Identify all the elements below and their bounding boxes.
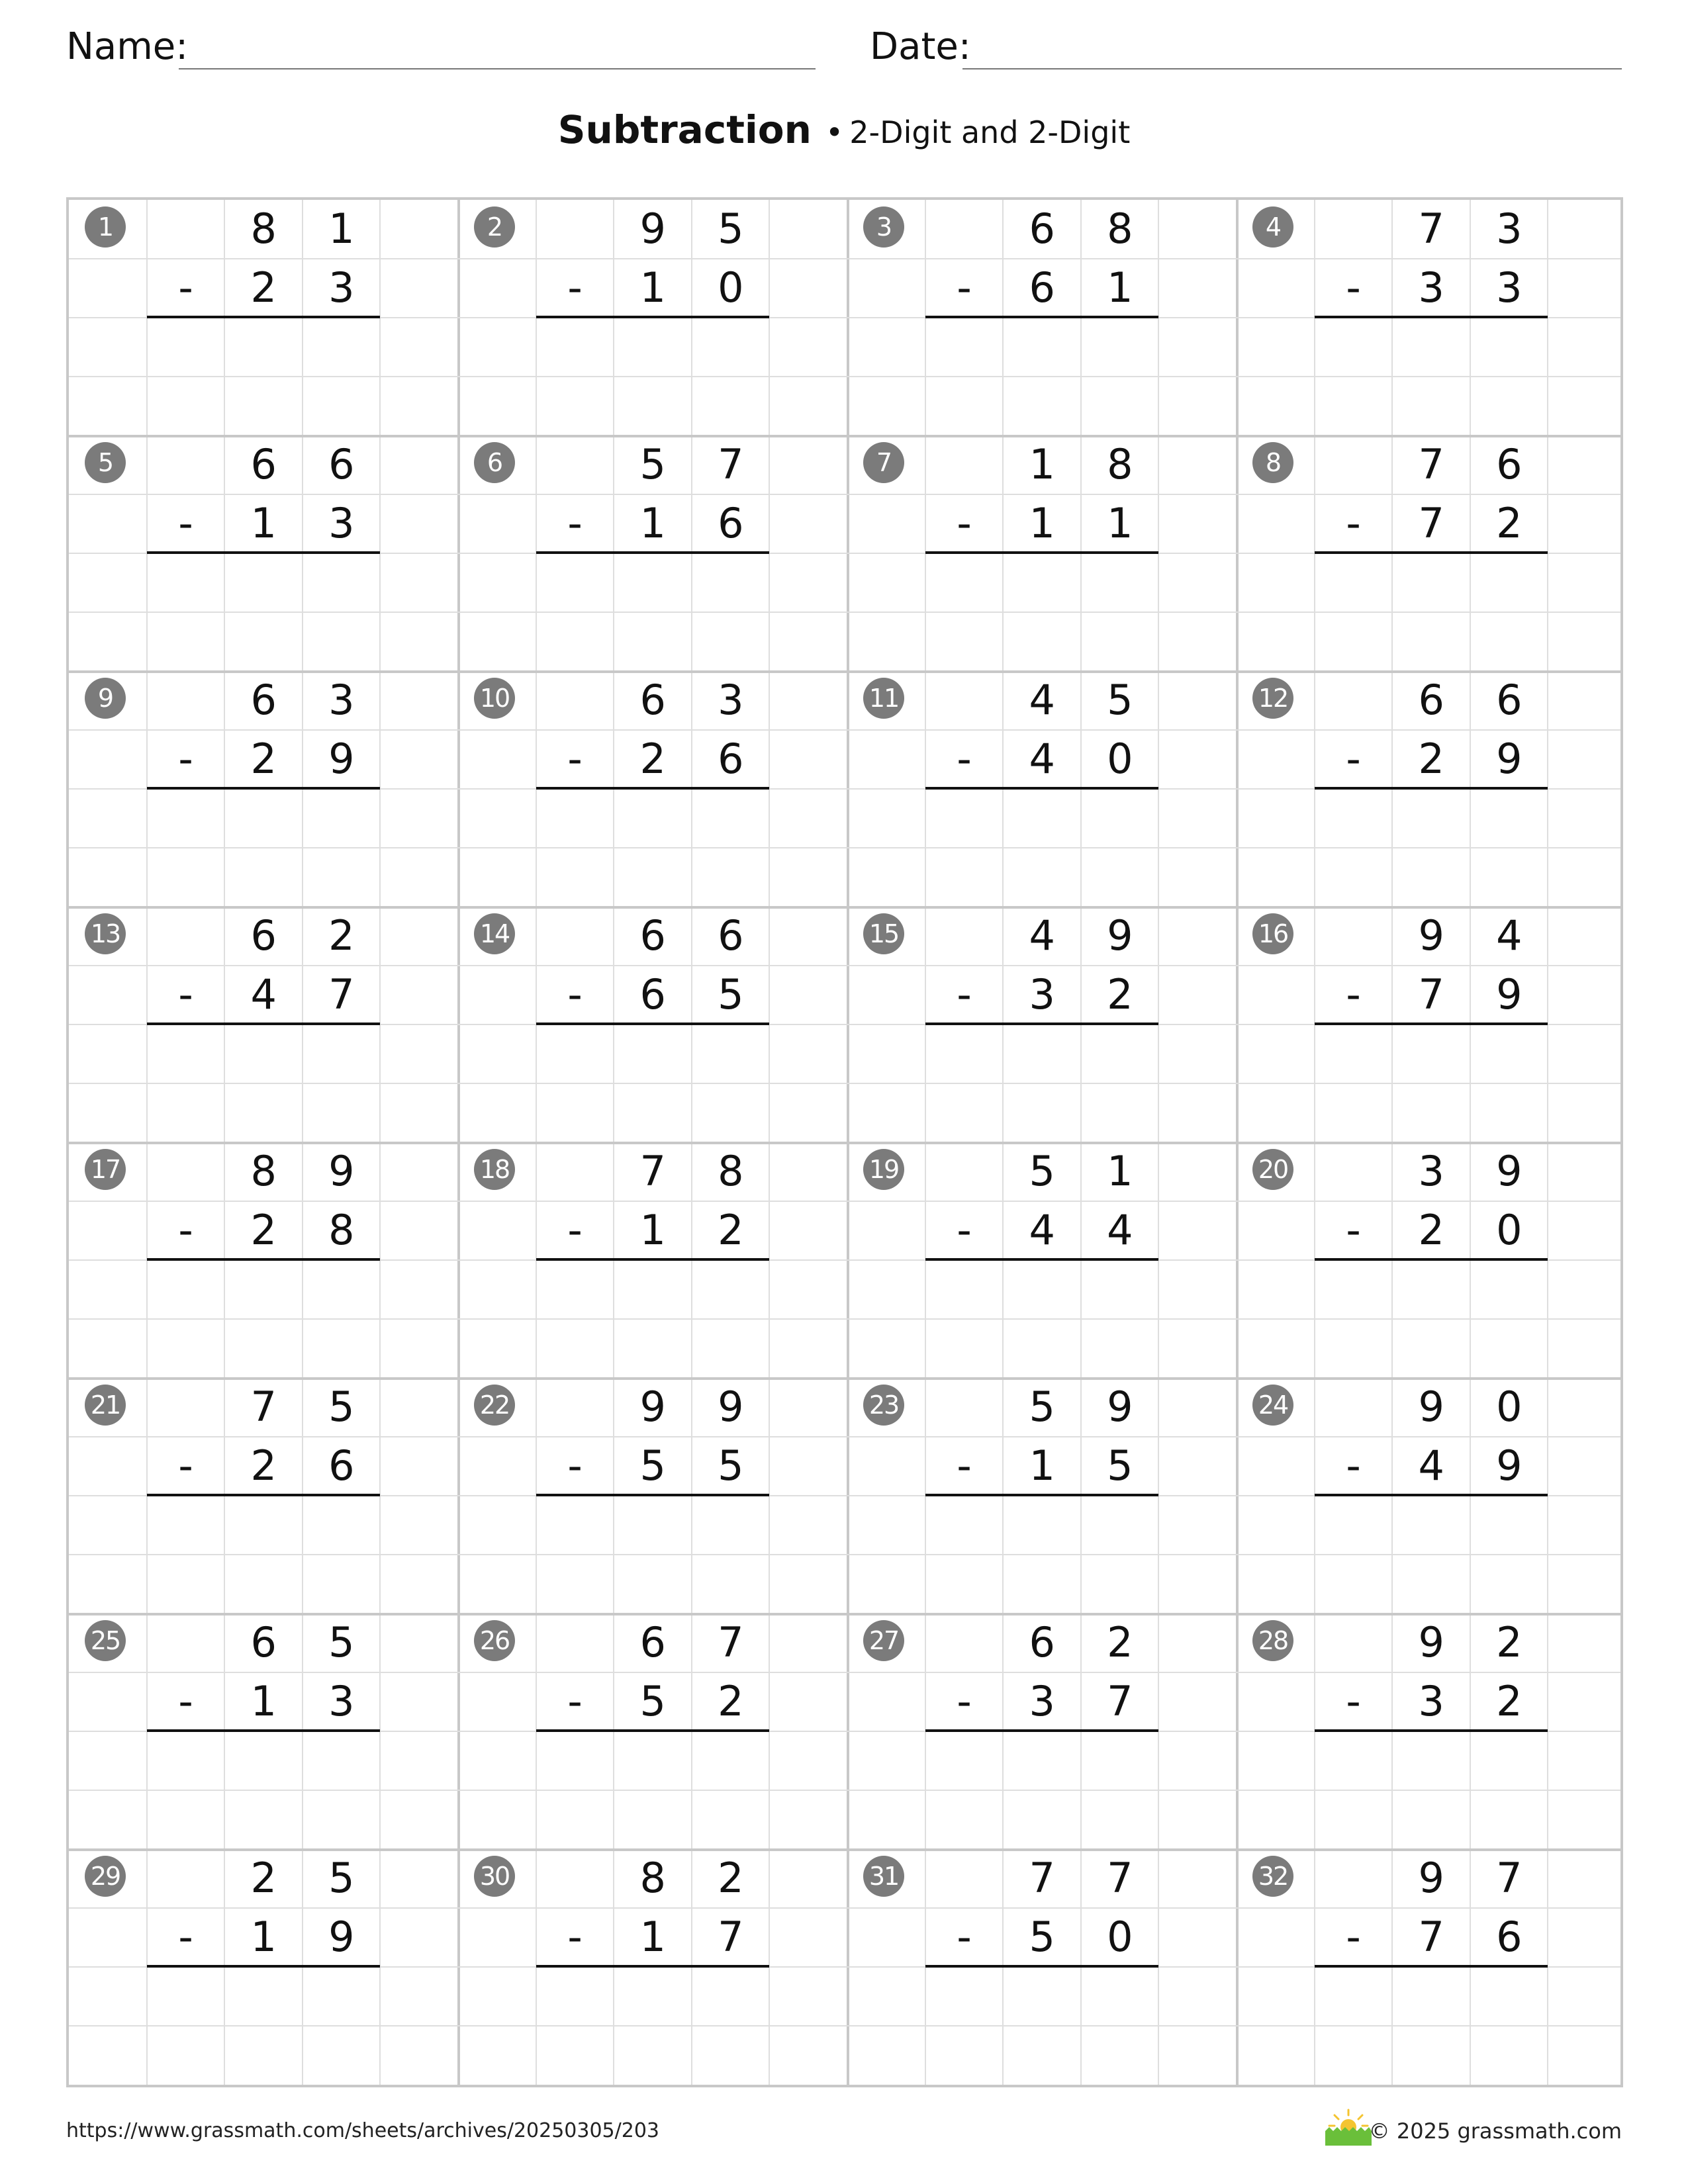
- subtrahend-digit: 9: [328, 1913, 355, 1961]
- minuend-digit: 5: [1029, 1147, 1055, 1195]
- answer-area[interactable]: [925, 1024, 1159, 1083]
- answer-area[interactable]: [1315, 1260, 1548, 1319]
- minuend-digit: 4: [1496, 911, 1523, 960]
- subtrahend-digit: 1: [250, 1913, 277, 1961]
- minuend-digit: 6: [1029, 205, 1055, 253]
- problem-number-badge: 8: [1252, 442, 1293, 483]
- subtrahend-digit: 5: [1029, 1913, 1055, 1961]
- minus-sign: -: [567, 263, 583, 312]
- subtrahend-digit: 1: [1107, 499, 1133, 547]
- minuend-digit: 8: [639, 1854, 666, 1902]
- minuend-digit: 3: [1496, 205, 1523, 253]
- problem-number-badge: 10: [474, 678, 515, 719]
- minuend-digit: 6: [1029, 1618, 1055, 1666]
- problem-number-badge: 2: [474, 206, 515, 248]
- minuend-digit: 8: [1107, 440, 1133, 488]
- minus-sign: -: [567, 499, 583, 547]
- answer-area[interactable]: [925, 553, 1159, 612]
- minuend-digit: 6: [1418, 676, 1444, 724]
- minus-sign: -: [567, 1441, 583, 1490]
- page-title: [0, 103, 1688, 166]
- answer-area[interactable]: [147, 1260, 381, 1319]
- subtrahend-digit: 3: [1029, 1677, 1055, 1725]
- minuend-digit: 3: [328, 676, 355, 724]
- minuend-digit: 3: [1418, 1147, 1444, 1195]
- subtrahend-digit: 9: [328, 735, 355, 783]
- problem-number-badge: 11: [863, 678, 904, 719]
- problem-number-badge: 5: [85, 442, 126, 483]
- minuend-digit: 5: [1029, 1383, 1055, 1431]
- minuend-digit: 5: [328, 1854, 355, 1902]
- problem-number-badge: 24: [1252, 1385, 1293, 1426]
- problem-number-badge: 19: [863, 1149, 904, 1190]
- subtrahend-digit: 1: [250, 1677, 277, 1725]
- answer-area[interactable]: [1315, 1967, 1548, 2026]
- answer-area[interactable]: [925, 318, 1159, 377]
- minuend-digit: 6: [718, 911, 744, 960]
- subtrahend-digit: 4: [1029, 1206, 1055, 1254]
- subtrahend-digit: 5: [1107, 1441, 1133, 1490]
- answer-area[interactable]: [925, 1731, 1159, 1790]
- worksheet-grid: [66, 197, 1623, 2087]
- minuend-digit: 1: [1107, 1147, 1133, 1195]
- minuend-digit: 6: [250, 1618, 277, 1666]
- subtrahend-digit: 0: [1107, 735, 1133, 783]
- answer-area[interactable]: [1315, 1024, 1548, 1083]
- minuend-digit: 5: [328, 1383, 355, 1431]
- subtrahend-digit: 6: [1496, 1913, 1523, 1961]
- subtrahend-digit: 2: [250, 1206, 277, 1254]
- minuend-digit: 9: [1418, 1383, 1444, 1431]
- answer-area[interactable]: [536, 1496, 770, 1555]
- subtrahend-digit: 2: [718, 1206, 744, 1254]
- minuend-digit: 7: [639, 1147, 666, 1195]
- minuend-digit: 6: [639, 1618, 666, 1666]
- minuend-digit: 7: [718, 440, 744, 488]
- minuend-digit: 8: [250, 205, 277, 253]
- minuend-digit: 9: [1496, 1147, 1523, 1195]
- minus-sign: -: [957, 1441, 972, 1490]
- subtrahend-digit: 2: [718, 1677, 744, 1725]
- answer-area[interactable]: [925, 789, 1159, 848]
- minuend-digit: 8: [718, 1147, 744, 1195]
- problem-number-badge: 20: [1252, 1149, 1293, 1190]
- subtrahend-digit: 2: [1496, 499, 1523, 547]
- subtrahend-digit: 6: [718, 499, 744, 547]
- problem-number-badge: 21: [85, 1385, 126, 1426]
- problem-number-badge: 14: [474, 913, 515, 954]
- minuend-digit: 8: [1107, 205, 1133, 253]
- subtrahend-digit: 7: [1418, 970, 1444, 1019]
- answer-area[interactable]: [1315, 553, 1548, 612]
- subtrahend-digit: 0: [718, 263, 744, 312]
- minuend-digit: 4: [1029, 676, 1055, 724]
- subtrahend-digit: 9: [1496, 1441, 1523, 1490]
- subtrahend-digit: 4: [1418, 1441, 1444, 1490]
- subtrahend-digit: 0: [1496, 1206, 1523, 1254]
- minus-sign: -: [957, 1677, 972, 1725]
- minuend-digit: 7: [1107, 1854, 1133, 1902]
- minuend-digit: 6: [250, 440, 277, 488]
- minuend-digit: 6: [1496, 676, 1523, 724]
- name-line[interactable]: [179, 68, 816, 69]
- minus-sign: -: [567, 1206, 583, 1254]
- subtrahend-digit: 3: [328, 1677, 355, 1725]
- title-subtitle: 2-Digit and 2-Digit: [849, 114, 1131, 150]
- minus-sign: -: [957, 263, 972, 312]
- problem-number-badge: 15: [863, 913, 904, 954]
- minus-sign: -: [957, 1913, 972, 1961]
- minus-sign: -: [957, 499, 972, 547]
- subtrahend-digit: 0: [1107, 1913, 1133, 1961]
- subtrahend-digit: 1: [639, 499, 666, 547]
- minuend-digit: 1: [1029, 440, 1055, 488]
- subtrahend-digit: 1: [1107, 263, 1133, 312]
- minuend-digit: 9: [1418, 1618, 1444, 1666]
- minuend-digit: 2: [250, 1854, 277, 1902]
- minuend-digit: 9: [718, 1383, 744, 1431]
- subtrahend-digit: 1: [639, 263, 666, 312]
- minuend-digit: 7: [1496, 1854, 1523, 1902]
- subtrahend-digit: 6: [639, 970, 666, 1019]
- minus-sign: -: [567, 1913, 583, 1961]
- minuend-digit: 3: [718, 676, 744, 724]
- subtrahend-digit: 3: [1418, 263, 1444, 312]
- minuend-digit: 7: [1418, 205, 1444, 253]
- subtrahend-digit: 1: [639, 1206, 666, 1254]
- minuend-digit: 5: [639, 440, 666, 488]
- minuend-digit: 6: [250, 911, 277, 960]
- problem-number-badge: 16: [1252, 913, 1293, 954]
- problem-number-badge: 25: [85, 1620, 126, 1661]
- subtrahend-digit: 2: [1418, 1206, 1444, 1254]
- subtrahend-digit: 7: [1418, 499, 1444, 547]
- minuend-digit: 2: [328, 911, 355, 960]
- subtrahend-digit: 6: [1029, 263, 1055, 312]
- minuend-digit: 5: [718, 205, 744, 253]
- problem-number-badge: 18: [474, 1149, 515, 1190]
- answer-area[interactable]: [147, 1024, 381, 1083]
- answer-area[interactable]: [1315, 318, 1548, 377]
- subtrahend-digit: 9: [1496, 970, 1523, 1019]
- date-label: Date:: [870, 25, 971, 68]
- problem-number-badge: 27: [863, 1620, 904, 1661]
- minus-sign: -: [178, 1677, 193, 1725]
- answer-area[interactable]: [536, 1260, 770, 1319]
- subtrahend-digit: 3: [1496, 263, 1523, 312]
- title-main: Subtraction: [557, 107, 812, 152]
- problem-number-badge: 1: [85, 206, 126, 248]
- problem-number-badge: 3: [863, 206, 904, 248]
- date-line[interactable]: [962, 68, 1622, 69]
- problem-number-badge: 17: [85, 1149, 126, 1190]
- answer-area[interactable]: [536, 318, 770, 377]
- answer-area[interactable]: [925, 1967, 1159, 2026]
- problem-number-badge: 31: [863, 1856, 904, 1897]
- problem-number-badge: 26: [474, 1620, 515, 1661]
- subtrahend-digit: 2: [250, 1441, 277, 1490]
- subtrahend-digit: 7: [718, 1913, 744, 1961]
- minus-sign: -: [1346, 735, 1361, 783]
- answer-area[interactable]: [147, 553, 381, 612]
- minus-sign: -: [178, 735, 193, 783]
- minuend-digit: 9: [639, 205, 666, 253]
- problem-number-badge: 7: [863, 442, 904, 483]
- subtrahend-digit: 7: [1107, 1677, 1133, 1725]
- minus-sign: -: [178, 1441, 193, 1490]
- subtrahend-digit: 2: [250, 735, 277, 783]
- subtrahend-digit: 3: [328, 263, 355, 312]
- minus-sign: -: [957, 1206, 972, 1254]
- minuend-digit: 9: [1418, 1854, 1444, 1902]
- minuend-digit: 9: [1418, 911, 1444, 960]
- subtrahend-digit: 1: [250, 499, 277, 547]
- answer-area[interactable]: [925, 1260, 1159, 1319]
- minuend-digit: 6: [1496, 440, 1523, 488]
- answer-area[interactable]: [536, 1024, 770, 1083]
- minus-sign: -: [178, 263, 193, 312]
- subtrahend-digit: 6: [328, 1441, 355, 1490]
- minus-sign: -: [178, 1206, 193, 1254]
- subtrahend-digit: 2: [1107, 970, 1133, 1019]
- subtrahend-digit: 5: [718, 970, 744, 1019]
- minus-sign: -: [957, 970, 972, 1019]
- subtrahend-digit: 7: [1418, 1913, 1444, 1961]
- minuend-digit: 9: [1107, 911, 1133, 960]
- minus-sign: -: [1346, 1206, 1361, 1254]
- answer-area[interactable]: [1315, 1496, 1548, 1555]
- minus-sign: -: [1346, 263, 1361, 312]
- problem-number-badge: 32: [1252, 1856, 1293, 1897]
- answer-area[interactable]: [536, 1731, 770, 1790]
- subtrahend-digit: 4: [1107, 1206, 1133, 1254]
- subtrahend-digit: 4: [250, 970, 277, 1019]
- problem-number-badge: 23: [863, 1385, 904, 1426]
- problem-number-badge: 12: [1252, 678, 1293, 719]
- minuend-digit: 2: [718, 1854, 744, 1902]
- subtrahend-digit: 8: [328, 1206, 355, 1254]
- minus-sign: -: [178, 499, 193, 547]
- answer-area[interactable]: [925, 1496, 1159, 1555]
- subtrahend-digit: 1: [1029, 499, 1055, 547]
- problem-number-badge: 22: [474, 1385, 515, 1426]
- minuend-digit: 4: [1029, 911, 1055, 960]
- problem-number-badge: 30: [474, 1856, 515, 1897]
- subtrahend-digit: 2: [250, 263, 277, 312]
- title-separator: •: [825, 114, 844, 150]
- problem-number-badge: 6: [474, 442, 515, 483]
- minus-sign: -: [178, 1913, 193, 1961]
- subtrahend-digit: 1: [639, 1913, 666, 1961]
- subtrahend-digit: 5: [718, 1441, 744, 1490]
- subtrahend-digit: 3: [328, 499, 355, 547]
- minuend-digit: 6: [639, 676, 666, 724]
- minuend-digit: 2: [1496, 1618, 1523, 1666]
- answer-area[interactable]: [1315, 1731, 1548, 1790]
- subtrahend-digit: 2: [639, 735, 666, 783]
- answer-area[interactable]: [147, 1967, 381, 2026]
- minuend-digit: 0: [1496, 1383, 1523, 1431]
- problem-number-badge: 29: [85, 1856, 126, 1897]
- minus-sign: -: [1346, 1441, 1361, 1490]
- answer-area[interactable]: [147, 1731, 381, 1790]
- answer-area[interactable]: [536, 1967, 770, 2026]
- minuend-digit: 7: [1418, 440, 1444, 488]
- answer-area[interactable]: [147, 1496, 381, 1555]
- minus-sign: -: [957, 735, 972, 783]
- problem-number-badge: 9: [85, 678, 126, 719]
- minuend-digit: 9: [639, 1383, 666, 1431]
- answer-area[interactable]: [147, 318, 381, 377]
- minuend-digit: 6: [250, 676, 277, 724]
- minuend-digit: 8: [250, 1147, 277, 1195]
- minuend-digit: 9: [328, 1147, 355, 1195]
- answer-area[interactable]: [536, 789, 770, 848]
- answer-area[interactable]: [1315, 789, 1548, 848]
- minus-sign: -: [567, 1677, 583, 1725]
- footer-url: https://www.grassmath.com/sheets/archives/20250305/203: [66, 2119, 660, 2142]
- minus-sign: -: [1346, 499, 1361, 547]
- minuend-digit: 7: [250, 1383, 277, 1431]
- minus-sign: -: [567, 735, 583, 783]
- minuend-digit: 2: [1107, 1618, 1133, 1666]
- answer-area[interactable]: [536, 553, 770, 612]
- name-label: Name:: [66, 25, 189, 68]
- subtrahend-digit: 1: [1029, 1441, 1055, 1490]
- problem-number-badge: 28: [1252, 1620, 1293, 1661]
- subtrahend-digit: 3: [1418, 1677, 1444, 1725]
- minuend-digit: 5: [1107, 676, 1133, 724]
- subtrahend-digit: 2: [1418, 735, 1444, 783]
- minuend-digit: 7: [1029, 1854, 1055, 1902]
- problem-number-badge: 4: [1252, 206, 1293, 248]
- subtrahend-digit: 7: [328, 970, 355, 1019]
- minuend-digit: 9: [1107, 1383, 1133, 1431]
- minuend-digit: 5: [328, 1618, 355, 1666]
- subtrahend-digit: 3: [1029, 970, 1055, 1019]
- subtrahend-digit: 5: [639, 1441, 666, 1490]
- grass-sun-logo-icon: [1324, 2107, 1373, 2147]
- minuend-digit: 6: [639, 911, 666, 960]
- subtrahend-digit: 4: [1029, 735, 1055, 783]
- minus-sign: -: [1346, 1913, 1361, 1961]
- minuend-digit: 7: [718, 1618, 744, 1666]
- minus-sign: -: [1346, 970, 1361, 1019]
- footer-copyright: © 2025 grassmath.com: [1368, 2118, 1622, 2144]
- minuend-digit: 6: [328, 440, 355, 488]
- problem-number-badge: 13: [85, 913, 126, 954]
- subtrahend-digit: 6: [718, 735, 744, 783]
- subtrahend-digit: 5: [639, 1677, 666, 1725]
- answer-area[interactable]: [147, 789, 381, 848]
- minuend-digit: 1: [328, 205, 355, 253]
- subtrahend-digit: 2: [1496, 1677, 1523, 1725]
- minus-sign: -: [567, 970, 583, 1019]
- minus-sign: -: [178, 970, 193, 1019]
- subtrahend-digit: 9: [1496, 735, 1523, 783]
- minus-sign: -: [1346, 1677, 1361, 1725]
